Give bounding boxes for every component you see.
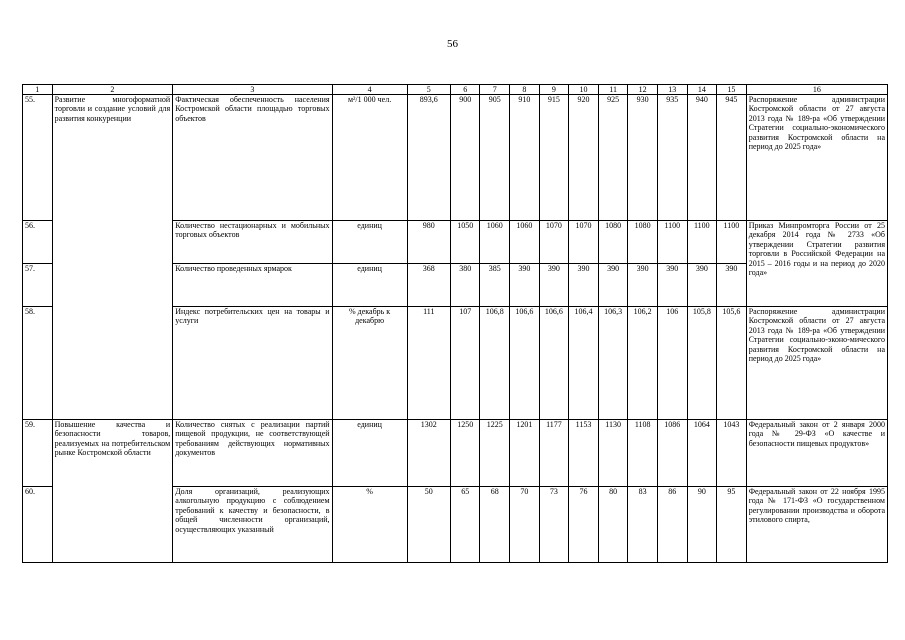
source-cell: Распоряжение администрации Костромской области от 27 августа 2013 года № 189-ра «Об утверждении Стратегии социально-эконо-мического развития Костромской области на период до 2025 года»	[746, 307, 887, 420]
column-header: 2	[52, 85, 173, 95]
value-cell: 1100	[657, 221, 687, 264]
column-header: 9	[539, 85, 569, 95]
value-cell: 915	[539, 95, 569, 221]
value-cell: 390	[510, 264, 540, 307]
value-cell: 106,4	[569, 307, 599, 420]
row-number: 57.	[23, 264, 53, 307]
row-number: 59.	[23, 420, 53, 487]
value-cell: 900	[450, 95, 480, 221]
header-row	[23, 85, 888, 95]
value-cell: 390	[717, 264, 747, 307]
value-cell: 106,2	[628, 307, 658, 420]
row-number: 58.	[23, 307, 53, 420]
value-cell: 905	[480, 95, 510, 221]
column-header: 11	[598, 85, 628, 95]
value-cell: 1080	[598, 221, 628, 264]
value-cell: 390	[569, 264, 599, 307]
column-header: 4	[332, 85, 407, 95]
column-header: 15	[717, 85, 747, 95]
value-cell: 76	[569, 487, 599, 563]
indicator-cell: Количество снятых с реализации партий пищевой продукции, не соответствующей требованиям действующих нормативных документов	[173, 420, 332, 487]
value-cell: 930	[628, 95, 658, 221]
row-number: 55.	[23, 95, 53, 221]
value-cell: 1043	[717, 420, 747, 487]
value-cell: 368	[407, 264, 450, 307]
indicator-cell: Фактическая обеспеченность населения Костромской области площадью торговых объектов	[173, 95, 332, 221]
value-cell: 68	[480, 487, 510, 563]
column-header: 6	[450, 85, 480, 95]
column-header: 13	[657, 85, 687, 95]
unit-cell: м²/1 000 чел.	[332, 95, 407, 221]
value-cell: 1060	[480, 221, 510, 264]
value-cell: 1070	[539, 221, 569, 264]
value-cell: 106,3	[598, 307, 628, 420]
value-cell: 90	[687, 487, 717, 563]
value-cell: 390	[628, 264, 658, 307]
indicators-table	[22, 84, 888, 563]
column-header: 7	[480, 85, 510, 95]
value-cell: 86	[657, 487, 687, 563]
value-cell: 945	[717, 95, 747, 221]
value-cell: 1070	[569, 221, 599, 264]
indicator-cell: Доля организаций, реализующих алкогольную продукцию с соблюдением требований к качеству и безопасности, в общей численности организаций, осуществляющих указанный	[173, 487, 332, 563]
value-cell: 1100	[687, 221, 717, 264]
value-cell: 390	[687, 264, 717, 307]
value-cell: 106,6	[539, 307, 569, 420]
value-cell: 107	[450, 307, 480, 420]
value-cell: 1177	[539, 420, 569, 487]
value-cell: 111	[407, 307, 450, 420]
indicator-cell: Количество проведенных ярмарок	[173, 264, 332, 307]
value-cell: 95	[717, 487, 747, 563]
value-cell: 1130	[598, 420, 628, 487]
value-cell: 935	[657, 95, 687, 221]
column-header: 1	[23, 85, 53, 95]
column-header: 5	[407, 85, 450, 95]
unit-cell: % декабрь к декабрю	[332, 307, 407, 420]
value-cell: 1050	[450, 221, 480, 264]
column-header: 8	[510, 85, 540, 95]
goal-cell: Повышение качества и безопасности товаров, реализуемых на потребительском рынке Костромской области	[52, 420, 173, 563]
value-cell: 106,8	[480, 307, 510, 420]
value-cell: 105,6	[717, 307, 747, 420]
column-header: 3	[173, 85, 332, 95]
value-cell: 1153	[569, 420, 599, 487]
unit-cell: единиц	[332, 264, 407, 307]
value-cell: 1201	[510, 420, 540, 487]
value-cell: 920	[569, 95, 599, 221]
value-cell: 925	[598, 95, 628, 221]
value-cell: 390	[539, 264, 569, 307]
value-cell: 70	[510, 487, 540, 563]
unit-cell: %	[332, 487, 407, 563]
value-cell: 106	[657, 307, 687, 420]
indicator-cell: Индекс потребительских цен на товары и услуги	[173, 307, 332, 420]
table-row	[23, 95, 888, 221]
table-row	[23, 420, 888, 487]
value-cell: 385	[480, 264, 510, 307]
value-cell: 1100	[717, 221, 747, 264]
value-cell: 1080	[628, 221, 658, 264]
value-cell: 1064	[687, 420, 717, 487]
source-cell: Федеральный закон от 22 ноября 1995 года № 171-ФЗ «О государственном регулировании производства и оборота этилового спирта,	[746, 487, 887, 563]
value-cell: 910	[510, 95, 540, 221]
value-cell: 893,6	[407, 95, 450, 221]
source-cell: Федеральный закон от 2 января 2000 года № 29-ФЗ «О качестве и безопасности пищевых продуктов»	[746, 420, 887, 487]
value-cell: 390	[657, 264, 687, 307]
value-cell: 50	[407, 487, 450, 563]
value-cell: 83	[628, 487, 658, 563]
column-header: 14	[687, 85, 717, 95]
value-cell: 940	[687, 95, 717, 221]
value-cell: 1108	[628, 420, 658, 487]
value-cell: 1250	[450, 420, 480, 487]
unit-cell: единиц	[332, 420, 407, 487]
value-cell: 65	[450, 487, 480, 563]
goal-cell: Развитие многоформатной торговли и создание условий для развития конкуренции	[52, 95, 173, 420]
value-cell: 106,6	[510, 307, 540, 420]
value-cell: 1225	[480, 420, 510, 487]
source-cell: Распоряжение администрации Костромской области от 27 августа 2013 года № 189-ра «Об утверждении Стратегии социально-экономического развития Костромской области на период до 2025 года»	[746, 95, 887, 221]
page-number: 56	[447, 38, 458, 50]
value-cell: 105,8	[687, 307, 717, 420]
unit-cell: единиц	[332, 221, 407, 264]
value-cell: 1086	[657, 420, 687, 487]
column-header: 16	[746, 85, 887, 95]
value-cell: 73	[539, 487, 569, 563]
value-cell: 1302	[407, 420, 450, 487]
column-header: 12	[628, 85, 658, 95]
value-cell: 80	[598, 487, 628, 563]
value-cell: 1060	[510, 221, 540, 264]
value-cell: 380	[450, 264, 480, 307]
row-number: 56.	[23, 221, 53, 264]
source-cell: Приказ Минпромторга России от 25 декабря 2014 года № 2733 «Об утверждении Стратегии развития торговли в Российской Федерации на 2015 – 2016 годы и на период до 2020 года»	[746, 221, 887, 307]
row-number: 60.	[23, 487, 53, 563]
column-header: 10	[569, 85, 599, 95]
value-cell: 980	[407, 221, 450, 264]
value-cell: 390	[598, 264, 628, 307]
indicator-cell: Количество нестационарных и мобильных торговых объектов	[173, 221, 332, 264]
